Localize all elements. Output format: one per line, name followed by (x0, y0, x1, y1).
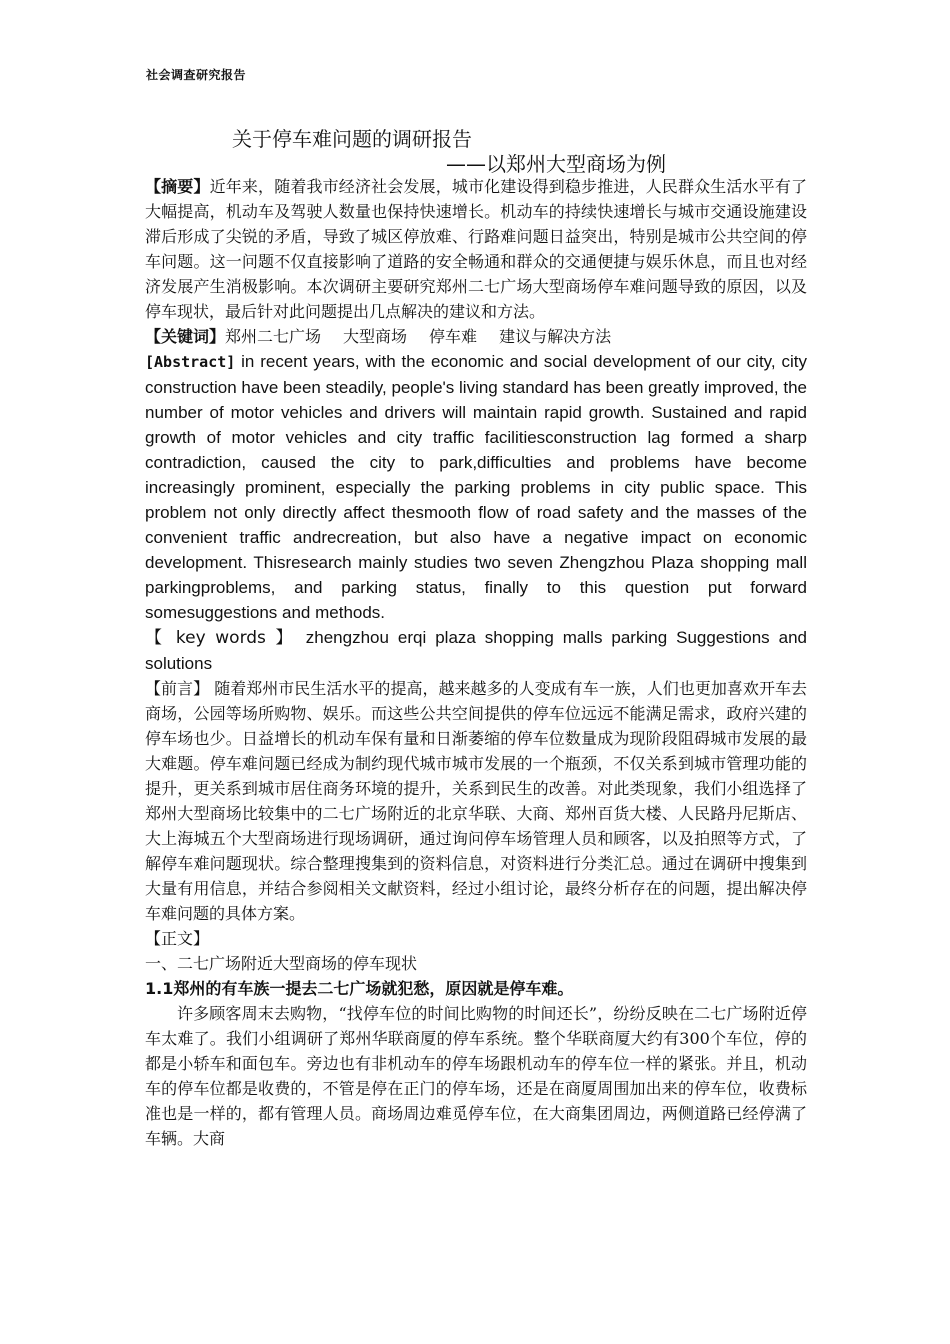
section-1-1-text: 许多顾客周末去购物，“找停车位的时间比购物的时间还长”，纷纷反映在二七广场附近停车太难了。我们小组调研了郑州华联商厦的停车系统。整个华联商厦大约有300个车位，停的都是小轿车和面包车。旁边也有非机动车的停车场跟机动车的停车位一样的紧张。并且，机动车的停车位都是收费的，不管是停在正门的停车场，还是在商厦周围加出来的停车位，收费标准也是一样的，都有管理人员。商场周边难觅停车位，在大商集团周边，两侧道路已经停满了车辆。大商 (145, 1004, 807, 1148)
keywords-en-text: zhengzhou erqi plaza shopping malls parking Suggestions and solutions (145, 628, 807, 673)
report-title: 关于停车难问题的调研报告 (232, 127, 472, 151)
section-1-1-heading: 1.1郑州的有车族一提去二七广场就犯愁，原因就是停车难。 (145, 979, 574, 998)
keywords-en-label: 【 key words 】 (145, 628, 297, 648)
preface-label: 【前言】 (145, 679, 210, 698)
section-1-heading: 一、二七广场附近大型商场的停车现状 (145, 954, 418, 973)
keyword-term: 郑州二七广场 (225, 327, 322, 346)
abstract-en-text: in recent years, with the economic and social development of our city, city construction have been steadily, people's living standard has been greatly improved, the number of motor vehicles and drivers will maintain rapid growth. Sustained and rapid growth of motor vehicles and city traffic facilitiesconstruction lag formed a sharp contradiction, caused the city to park,difficulties and problems have become increasingly prominent, especially the parking problems in city public space. This problem not only directly affect thesmooth flow of road safety and the masses of the convenient traffic andrecreation, but also have a negative impact on economic development. Thisresearch mainly studies two seven Zhengzhou Plaza shopping mall parkingproblems, and parking status, finally to this question put forward somesuggestions and methods. (145, 352, 807, 622)
abstract-cn-label: 【摘要】 (145, 177, 210, 196)
keywords-cn (145, 324, 807, 349)
preface-text: 随着郑州市民生活水平的提高，越来越多的人变成有车一族，人们也更加喜欢开车去商场，公园等场所购物、娱乐。而这些公共空间提供的停车位远远不能满足需求，政府兴建的停车场也少。日益增长的机动车保有量和日渐萎缩的停车位数量成为现阶段阻碍城市发展的最大难题。停车难问题已经成为制约现代城市城市发展的一个瓶颈，不仅关系到城市管理功能的提升，更关系到城市居住商务环境的提升，关系到民生的改善。对此类现象，我们小组选择了郑州大型商场比较集中的二七广场附近的北京华联、大商、郑州百货大楼、人民路丹尼斯店、大上海城五个大型商场进行现场调研，通过询问停车场管理人员和顾客，以及拍照等方式，了解停车难问题现状。综合整理搜集到的资料信息，对资料进行分类汇总。通过在调研中搜集到大量有用信息，并结合参阅相关文献资料，经过小组讨论，最终分析存在的问题，提出解决停车难问题的具体方案。 (145, 679, 807, 923)
abstract-cn (145, 174, 807, 324)
main-label: 【正文】 (145, 929, 210, 948)
keyword-term: 大型商场 (343, 327, 408, 346)
keywords-en (145, 625, 807, 676)
keyword-term: 建议与解决方法 (499, 327, 612, 346)
report-body (145, 174, 807, 1151)
abstract-en (145, 349, 807, 625)
report-subtitle: ——以郑州大型商场为例 (446, 152, 666, 176)
abstract-en-label: [Abstract] (145, 353, 236, 371)
abstract-cn-text: 近年来，随着我市经济社会发展，城市化建设得到稳步推进，人民群众生活水平有了大幅提高，机动车及驾驶人数量也保持快速增长。机动车的持续快速增长与城市交通设施建设滞后形成了尖锐的矛盾，导致了城区停放难、行路难问题日益突出，特别是城市公共空间的停车问题。这一问题不仅直接影响了道路的安全畅通和群众的交通便捷与娱乐休息，而且也对经济发展产生消极影响。本次调研主要研究郑州二七广场大型商场停车难问题导致的原因，以及停车现状，最后针对此问题提出几点解决的建议和方法。 (145, 177, 807, 321)
keyword-term: 停车难 (429, 327, 478, 346)
keywords-cn-label: 【关键词】 (145, 327, 226, 346)
preface (145, 676, 807, 926)
running-header: 社会调查研究报告 (146, 68, 247, 82)
